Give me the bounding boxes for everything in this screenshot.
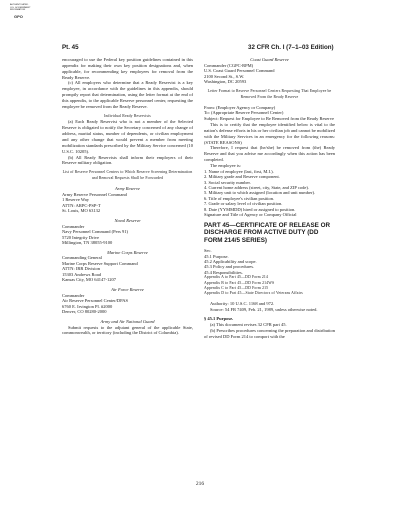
page-number: 216 — [195, 481, 205, 487]
subheading: Air Force Reserve — [111, 286, 144, 292]
paragraph: (b) Prescribes procedures concerning the preparation and distribution of revised DD Form 214 to comport with the — [204, 328, 335, 339]
subheading: Army Reserve — [114, 185, 141, 191]
address-line: Kansas City, MO 64147-1207 — [62, 277, 116, 283]
address-line: Commander — [62, 223, 85, 229]
address-block — [62, 224, 193, 246]
toc-item: Appendix D to Part 45—State Directors of Veterans Affairs — [204, 291, 303, 296]
address-block — [62, 192, 193, 214]
address-line: Army Reserve Personnel Command — [62, 191, 127, 197]
address-line: 1 Reserve Way — [62, 197, 90, 203]
paragraph: This is to certify that the employee identified below is vital to the nation's defense efforts in his or her civilian job and cannot be mobilized with the Military Services in an emergency for the following reasons: (STATE REASONS) — [204, 122, 335, 145]
toc-item: 45.1 Purpose. — [204, 253, 229, 259]
paragraph: (b) All Ready Reservists shall inform their employers of their Reserve military obligation. — [62, 154, 193, 166]
part-heading: PART 45—CERTIFICATE OF RELEASE OR DISCHARGE FROM ACTIVE DUTY (DD FORM 214/5 SERIES) — [204, 221, 331, 244]
list-item: 3. Social security number. — [204, 179, 251, 185]
address-block — [62, 255, 193, 283]
paragraph: (c) All employers who determine that a Ready Reservist is a key employee, in accordance with the guidelines in this appendix, should promptly report that determination, using the letter format at the end of this appendix, to the applicable Reserve personnel center, requesting the employee be removed from the Ready Reserve. — [62, 80, 193, 109]
address-line: ATTN: ARPC-PSP-T — [62, 202, 101, 208]
source-note: Source: 54 FR 7409, Feb. 21, 1989, unless otherwise noted. — [210, 306, 318, 312]
toc-item: 45.3 Policy and procedures. — [204, 264, 255, 270]
address-line: Commander (CGPC-RPM) — [204, 62, 254, 68]
address-line: Denver, CO 80280-2000 — [62, 309, 107, 315]
employee-info-list — [204, 169, 335, 212]
logo-line: AUTHENTICATED — [10, 4, 29, 6]
logo-line: INFORMATION — [10, 9, 26, 12]
list-item: 2. Military grade and Reserve component. — [204, 174, 280, 180]
letter-to: To: (Appropriate Reserve Personnel Center) — [204, 110, 284, 116]
toc-label: Sec. — [204, 248, 212, 254]
toc-item: Appendix C to Part 45—DD Form 215 — [204, 285, 269, 290]
running-header-right: 32 CFR Ch. I (7–1–03 Edition) — [248, 44, 334, 51]
running-header-left: Pt. 45 — [62, 44, 79, 51]
paragraph: Submit requests to the adjutant general of the applicable State, commonwealth, or territory (including the District of Columbia). — [62, 324, 193, 336]
list-item: 1. Name of employee (last, first, M.I.). — [204, 168, 274, 174]
signature-line: Signature and Title of Agency or Company Official — [204, 212, 297, 218]
authority-note: Authority: 10 U.S.C. 1168 and 972. — [210, 300, 275, 306]
right-column — [204, 57, 335, 340]
list-item: 7. Grade or salary level of civilian position. — [204, 201, 283, 207]
address-line: 15303 Andrews Road — [62, 271, 101, 277]
list-item: 8. Date (YYMMDD) hired or assigned to position. — [204, 206, 296, 212]
address-line: 5720 Integrity Drive — [62, 234, 99, 240]
address-line: Commander — [62, 292, 85, 298]
logo-line: U.S. GOVERNMENT — [10, 6, 31, 9]
address-block — [62, 293, 193, 315]
address-line: Millington, TN 38055-9100 — [62, 240, 113, 246]
address-line: Marine Corps Reserve Support Command — [62, 260, 138, 266]
address-line: Washington, DC 20593 — [204, 79, 247, 85]
section-heading: List of Reserve Personnel Centers to Which Reserve Screening Determination and Removal Requests Shall be Forwarded — [62, 170, 193, 181]
list-item: 5. Military unit to which assigned (location and unit number). — [204, 190, 316, 196]
section-heading: Letter Format to Reserve Personnel Centers Requesting That Employee be Removed From the Ready Reserve — [207, 88, 332, 99]
subheading: Army and Air National Guard — [100, 318, 155, 324]
address-line: 6760 E. Irvington Pl. #2000 — [62, 303, 113, 309]
subheading: Coast Guard Reserve — [250, 57, 289, 62]
gpo-mark: GPO — [14, 14, 23, 19]
paragraph: (a) This document revises 32 CFR part 45. — [210, 322, 287, 328]
address-line: U.S. Coast Guard Personnel Command — [204, 68, 275, 74]
address-block — [204, 63, 335, 85]
letter-subject: Subject: Request for Employee to Be Removed from the Ready Reserve — [204, 116, 334, 122]
logo-text — [10, 4, 42, 12]
list-item: 6. Title of employee's civilian position. — [204, 195, 275, 201]
address-line: ATTN: IRR Division — [62, 266, 101, 272]
address-line: Navy Personnel Command (Pers 91) — [62, 229, 128, 235]
table-of-contents — [204, 248, 335, 297]
paragraph: Therefore, I request that (he/she) be removed from (the) Ready Reserve and that you advise me accordingly when this action has been completed. — [204, 145, 335, 163]
address-line: Commanding General — [62, 255, 102, 261]
section-title: § 45.1 Purpose. — [204, 316, 234, 322]
address-line: St. Louis, MO 63132 — [62, 208, 101, 214]
paragraph: (a) Each Ready Reservist who is not a member of the Selected Reserve is obligated to notify the Secretary concerned of any change of address, marital status, number of dependents, or civilian employment and any other change that would prevent a member from meeting mobilization standards prescribed by the Military Service concerned (10 U.S.C. 10205). — [62, 119, 193, 154]
section-heading: Individual Ready Reservists — [104, 113, 151, 118]
toc-item: Appendix A to Part 45—DD Form 214 — [204, 275, 269, 280]
toc-item: 45.4 Responsibilities. — [204, 269, 243, 275]
list-item: 4. Current home address (street, city, State, and ZIP code). — [204, 185, 310, 191]
subheading: Marine Corps Reserve — [107, 249, 148, 255]
subheading: Naval Reserve — [114, 217, 141, 223]
paragraph: The employee is: — [210, 162, 241, 168]
toc-item: 45.2 Applicability and scope. — [204, 258, 257, 264]
left-column — [62, 57, 193, 336]
address-line: Air Reserve Personnel Center/DPAS — [62, 298, 128, 304]
paragraph: encouraged to use the Federal key position guidelines contained in this appendix for making their own key position designations and, when applicable, for recommending key employees for removal from the Ready Reserve. — [62, 57, 193, 80]
toc-item: Appendix B to Part 45—DD Form 214WS — [204, 280, 275, 285]
address-line: 2100 Second St., S.W. — [204, 73, 245, 79]
letter-from: From: (Employer Agency or Company) — [204, 104, 276, 110]
